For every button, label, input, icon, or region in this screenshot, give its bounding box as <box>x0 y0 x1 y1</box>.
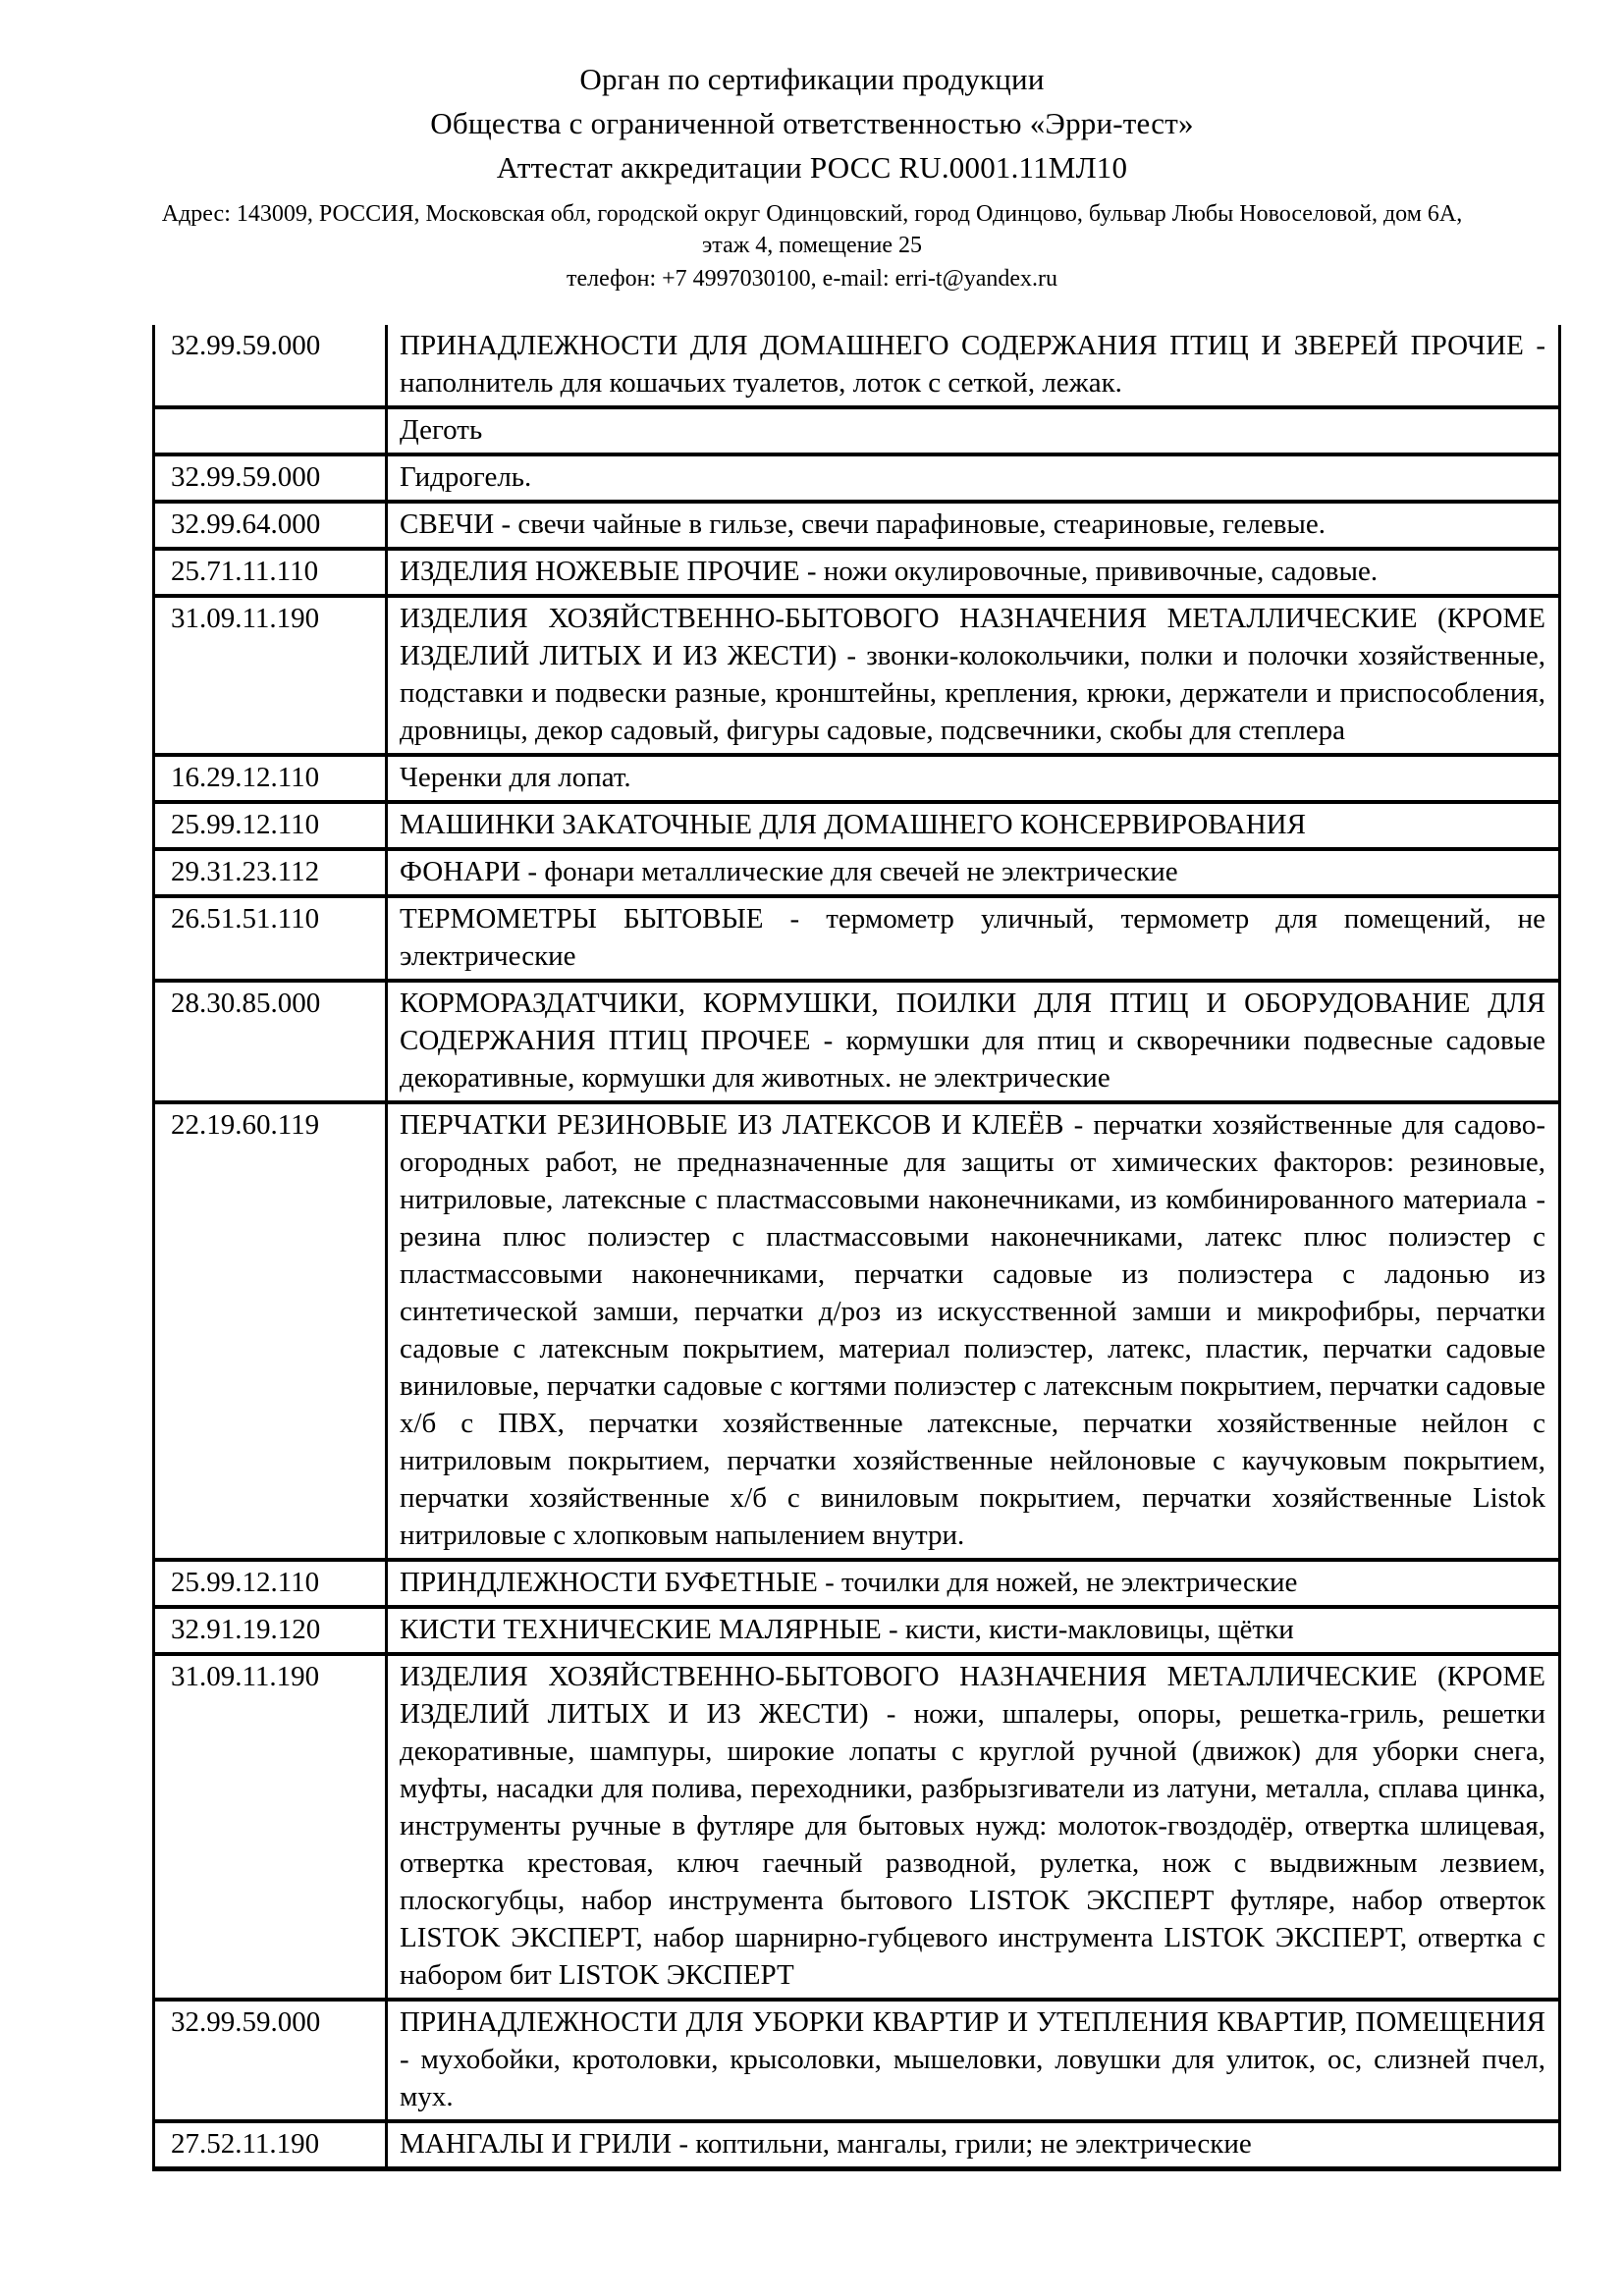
code-cell: 16.29.12.110 <box>154 755 387 802</box>
code-cell: 32.99.59.000 <box>154 2000 387 2121</box>
table-row <box>154 454 1560 502</box>
description-cell: ИЗДЕЛИЯ НОЖЕВЫЕ ПРОЧИЕ - ножи окулировочные, прививочные, садовые. <box>387 549 1560 596</box>
code-cell: 27.52.11.190 <box>154 2121 387 2169</box>
code-cell: 25.99.12.110 <box>154 802 387 849</box>
accreditation-line: Аттестат аккредитации РОСС RU.0001.11МЛ10 <box>496 150 1128 185</box>
address-block <box>0 198 1624 294</box>
products-table <box>152 325 1561 2171</box>
code-cell: 28.30.85.000 <box>154 981 387 1102</box>
org-title-line-1: Орган по сертификации продукции <box>579 62 1045 96</box>
table-row <box>154 1607 1560 1654</box>
description-cell: ПРИНДЛЕЖНОСТИ БУФЕТНЫЕ - точилки для ножей, не электрические <box>387 1560 1560 1607</box>
description-cell: ФОНАРИ - фонари металлические для свечей не электрические <box>387 849 1560 896</box>
table-row <box>154 849 1560 896</box>
description-cell: ПЕРЧАТКИ РЕЗИНОВЫЕ ИЗ ЛАТЕКСОВ И КЛЕЁВ - перчатки хозяйственные для садово-огородных работ, не предназначенные для защиты от химических факторов: резиновые, нитриловые, латексные с пластмассовыми наконечниками, из комбинированного материала - резина плюс полиэстер с пластмассовыми наконечниками, латекс плюс полиэстер с пластмассовыми наконечниками, перчатки садовые из полиэстера с ладонью из синтетической замши, перчатки д/роз из искусственной замши и микрофибры, перчатки садовые с латексным покрытием, материал полиэстер, латекс, пластик, перчатки садовые виниловые, перчатки садовые с когтями полиэстер с латексным покрытием, перчатки садовые х/б с ПВХ, перчатки хозяйственные латексные, перчатки хозяйственные нейлон с нитриловым покрытием, перчатки хозяйственные нейлоновые с каучуковым покрытием, перчатки хозяйственные х/б с виниловым покрытием, перчатки хозяйственные Listok нитриловые с хлопковым напылением внутри. <box>387 1102 1560 1560</box>
table-row <box>154 802 1560 849</box>
code-cell: 31.09.11.190 <box>154 596 387 755</box>
table-row <box>154 896 1560 981</box>
code-cell: 32.99.59.000 <box>154 325 387 407</box>
table-row <box>154 981 1560 1102</box>
table-row <box>154 2121 1560 2169</box>
code-cell: 32.99.64.000 <box>154 502 387 549</box>
table-row <box>154 325 1560 407</box>
description-cell: ИЗДЕЛИЯ ХОЗЯЙСТВЕННО-БЫТОВОГО НАЗНАЧЕНИЯ МЕТАЛЛИЧЕСКИЕ (КРОМЕ ИЗДЕЛИЙ ЛИТЫХ И ИЗ ЖЕСТИ) - ножи, шпалеры, опоры, решетка-гриль, решетки декоративные, шампуры, широкие лопаты с круглой ручной (движок) для уборки снега, муфты, насадки для полива, переходники, разбрызгиватели из латуни, металла, сплава цинка, инструменты ручные в футляре для бытовых нужд: молоток-гвоздодёр, отвертка шлицевая, отвертка крестовая, ключ гаечный разводной, рулетка, нож с выдвижным лезвием, плоскогубцы, набор инструмента бытового LISTOK ЭКСПЕРТ футляре, набор отверток LISTOK ЭКСПЕРТ, набор шарнирно-губцевого инструмента LISTOK ЭКСПЕРТ, отвертка с набором бит LISTOK ЭКСПЕРТ <box>387 1654 1560 2000</box>
description-cell: МАШИНКИ ЗАКАТОЧНЫЕ ДЛЯ ДОМАШНЕГО КОНСЕРВИРОВАНИЯ <box>387 802 1560 849</box>
description-cell: КИСТИ ТЕХНИЧЕСКИЕ МАЛЯРНЫЕ - кисти, кисти-макловицы, щётки <box>387 1607 1560 1654</box>
code-cell: 25.99.12.110 <box>154 1560 387 1607</box>
address-line: Адрес: 143009, РОССИЯ, Московская обл, городской округ Одинцовский, город Одинцово, бульвар Любы Новоселовой, дом 6А, этаж 4, помещение 25 <box>161 201 1463 258</box>
table-row <box>154 2000 1560 2121</box>
table-row <box>154 596 1560 755</box>
code-cell <box>154 407 387 454</box>
table-row <box>154 1654 1560 2000</box>
code-cell: 32.99.59.000 <box>154 454 387 502</box>
table-row <box>154 1560 1560 1607</box>
description-cell: ПРИНАДЛЕЖНОСТИ ДЛЯ ДОМАШНЕГО СОДЕРЖАНИЯ ПТИЦ И ЗВЕРЕЙ ПРОЧИЕ - наполнитель для кошачьих туалетов, лоток с сеткой, лежак. <box>400 330 1545 399</box>
description-cell: ИЗДЕЛИЯ ХОЗЯЙСТВЕННО-БЫТОВОГО НАЗНАЧЕНИЯ МЕТАЛЛИЧЕСКИЕ (КРОМЕ ИЗДЕЛИЙ ЛИТЫХ И ИЗ ЖЕСТИ) - звонки-колокольчики, полки и полочки хозяйственные, подставки и подвески разные, кронштейны, крепления, крюки, держатели и приспособления, дровницы, декор садовый, фигуры садовые, подсвечники, скобы для степлера <box>387 596 1560 755</box>
code-cell: 31.09.11.190 <box>154 1654 387 2000</box>
code-cell: 26.51.51.110 <box>154 896 387 981</box>
table-row <box>154 549 1560 596</box>
description-cell: КОРМОРАЗДАТЧИКИ, КОРМУШКИ, ПОИЛКИ ДЛЯ ПТИЦ И ОБОРУДОВАНИЕ ДЛЯ СОДЕРЖАНИЯ ПТИЦ ПРОЧЕЕ - кормушки для птиц и скворечники подвесные садовые декоративные, кормушки для животных. не электрические <box>387 981 1560 1102</box>
description-cell: МАНГАЛЫ И ГРИЛИ - коптильни, мангалы, грили; не электрические <box>387 2121 1560 2169</box>
description-cell: ПРИНАДЛЕЖНОСТИ ДЛЯ УБОРКИ КВАРТИР И УТЕПЛЕНИЯ КВАРТИР, ПОМЕЩЕНИЯ - мухобойки, кротоловки, крысоловки, мышеловки, ловушки для улиток, ос, слизней пчел, мух. <box>387 2000 1560 2121</box>
description-cell: СВЕЧИ - свечи чайные в гильзе, свечи парафиновые, стеариновые, гелевые. <box>387 502 1560 549</box>
description-cell: Черенки для лопат. <box>387 755 1560 802</box>
contact-line: телефон: +7 4997030100, e-mail: erri-t@yandex.ru <box>567 266 1057 292</box>
table-row <box>154 1102 1560 1560</box>
code-cell: 32.91.19.120 <box>154 1607 387 1654</box>
table-row <box>154 407 1560 454</box>
org-title-line-2: Общества с ограниченной ответственностью «Эрри-тест» <box>430 106 1194 140</box>
description-cell: ТЕРМОМЕТРЫ БЫТОВЫЕ - термометр уличный, термометр для помещений, не электрические <box>387 896 1560 981</box>
code-cell: 29.31.23.112 <box>154 849 387 896</box>
products-table-body <box>154 325 1560 2169</box>
code-cell: 22.19.60.119 <box>154 1102 387 1560</box>
code-cell: 25.71.11.110 <box>154 549 387 596</box>
table-row <box>154 755 1560 802</box>
description-cell: Деготь <box>387 407 1560 454</box>
table-row <box>154 502 1560 549</box>
document-header <box>0 0 1624 294</box>
description-cell: Гидрогель. <box>387 454 1560 502</box>
